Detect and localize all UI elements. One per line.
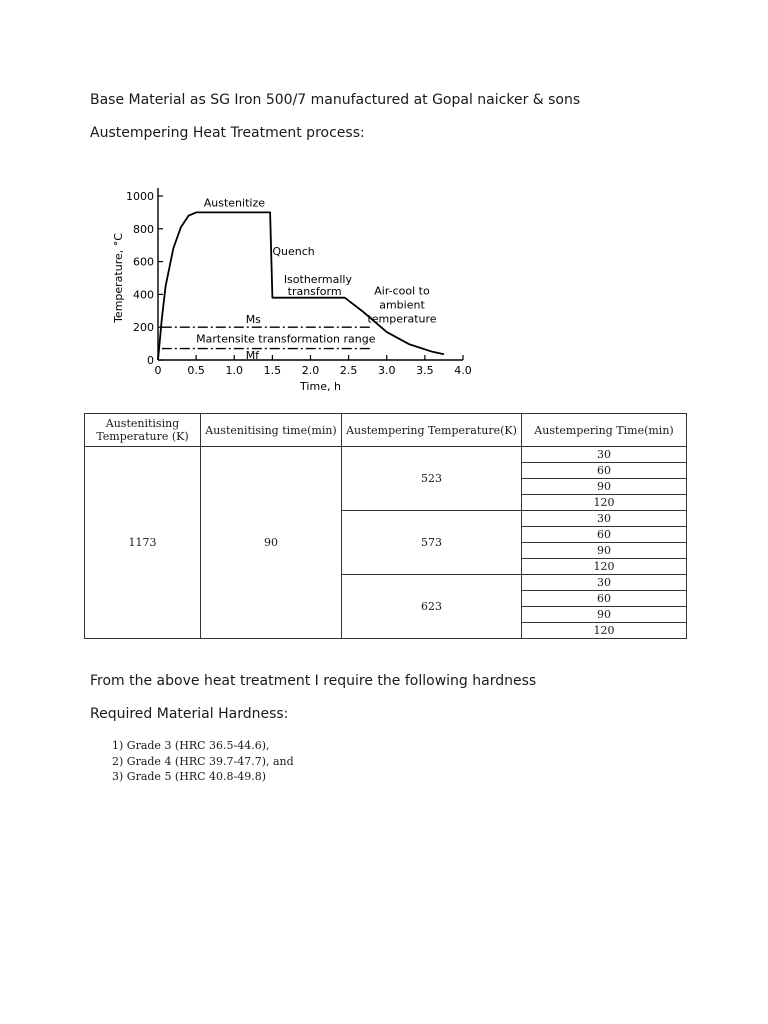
austenitising-time-cell: 90 xyxy=(201,447,342,639)
annotation-mf: Mf xyxy=(245,349,260,363)
y-axis-label: Temperature, °C xyxy=(112,233,125,323)
austempering-time-cell: 60 xyxy=(522,527,687,543)
x-tick-label: 3.0 xyxy=(378,364,396,377)
hardness-heading: Required Material Hardness: xyxy=(90,706,289,722)
table-row xyxy=(85,447,687,463)
hardness-intro-text: From the above heat treatment I require the following hardness xyxy=(90,673,537,689)
austempering-temperature-cell: 623 xyxy=(342,575,522,639)
annotation-isothermal: transform xyxy=(287,285,342,299)
grades-list xyxy=(112,738,294,785)
heat-treatment-chart xyxy=(108,160,508,400)
list-item: 1) Grade 3 (HRC 36.5-44.6), xyxy=(112,739,270,752)
austempering-time-cell: 30 xyxy=(522,575,687,591)
annotation-isothermal: Isothermally xyxy=(283,272,352,286)
header-austenitising-time: Austenitising time(min) xyxy=(201,414,342,447)
y-tick-label: 1000 xyxy=(126,190,154,203)
annotation-aircool: Air-cool to xyxy=(374,284,430,298)
base-material-text: Base Material as SG Iron 500/7 manufactured at Gopal naicker & sons xyxy=(90,92,581,108)
austempering-time-cell: 60 xyxy=(522,591,687,607)
list-item: 3) Grade 5 (HRC 40.8-49.8) xyxy=(112,770,267,783)
austempering-time-cell: 30 xyxy=(522,447,687,463)
austempering-time-cell: 90 xyxy=(522,479,687,495)
process-heading: Austempering Heat Treatment process: xyxy=(90,125,365,141)
x-tick-label: 1.0 xyxy=(225,364,243,377)
annotation-aircool: ambient xyxy=(379,298,425,312)
austempering-time-cell: 90 xyxy=(522,607,687,623)
y-tick-label: 200 xyxy=(133,321,154,335)
header-austenitising-temperature: Austenitising Temperature (K) xyxy=(85,414,201,447)
austempering-temperature-cell: 573 xyxy=(342,511,522,575)
y-tick-label: 0 xyxy=(147,354,154,367)
y-tick-label: 600 xyxy=(133,255,154,269)
x-tick-label: 1.5 xyxy=(263,364,282,377)
x-tick-label: 0.5 xyxy=(187,364,205,377)
heat-treatment-table xyxy=(84,413,687,639)
annotation-martensite-range: Martensite transformation range xyxy=(196,332,376,346)
x-tick-label: 4.0 xyxy=(454,364,472,377)
list-item: 2) Grade 4 (HRC 39.7-47.7), and xyxy=(112,754,294,768)
x-axis-label: Time, h xyxy=(300,380,341,393)
annotation-austenitize: Austenitize xyxy=(203,196,265,210)
header-austempering-time: Austempering Time(min) xyxy=(522,414,687,447)
x-tick-label: 2.5 xyxy=(339,364,358,377)
table-header-row xyxy=(85,414,687,447)
austenitising-temperature-cell: 1173 xyxy=(85,447,201,639)
austempering-time-cell: 90 xyxy=(522,543,687,559)
header-austempering-temperature: Austempering Temperature(K) xyxy=(342,414,522,447)
y-tick-label: 400 xyxy=(133,288,154,302)
x-tick-label: 0 xyxy=(154,364,162,377)
austempering-temperature-cell: 523 xyxy=(342,447,522,511)
annotation-aircool: temperature xyxy=(367,312,437,326)
austempering-time-cell: 120 xyxy=(522,559,687,575)
x-tick-label: 2.0 xyxy=(301,364,320,377)
austempering-time-cell: 120 xyxy=(522,495,687,511)
austempering-time-cell: 30 xyxy=(522,511,687,527)
y-tick-label: 800 xyxy=(133,222,154,236)
austempering-time-cell: 120 xyxy=(522,623,687,639)
x-tick-label: 3.5 xyxy=(416,364,434,377)
annotation-ms: Ms xyxy=(245,313,261,327)
austempering-time-cell: 60 xyxy=(522,463,687,479)
annotation-quench: Quench xyxy=(272,245,315,259)
